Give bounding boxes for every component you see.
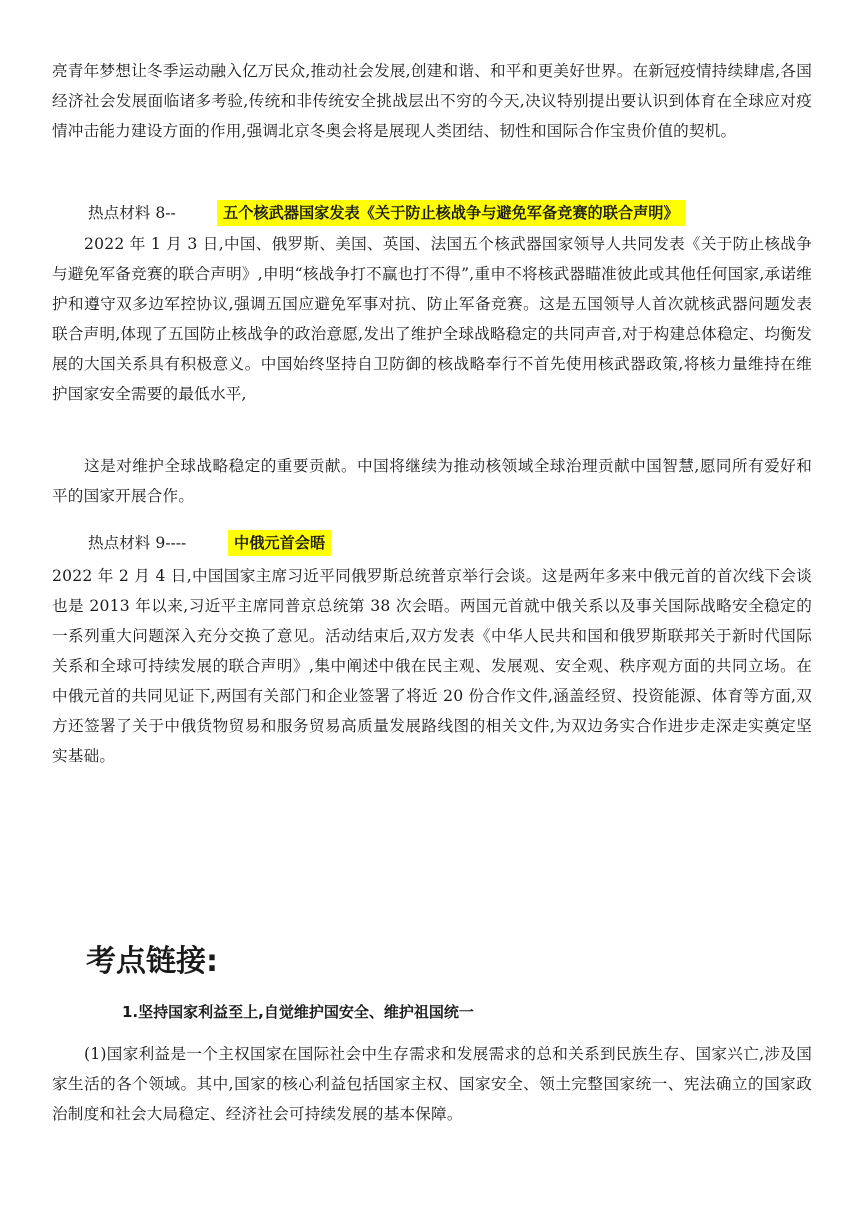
paragraph-winter-olympics: 亮青年梦想让冬季运动融入亿万民众,推动社会发展,创建和谐、和平和更美好世界。在新冠疫情持续肆虐,各国经济社会发展面临诸多考验,传统和非传统安全挑战层出不穷的今天,决议特别提出要认识到体育在全球应对疫情冲击能力建设方面的作用,强调北京冬奥会将是展现人类团结、韧性和国际合作宝贵价值的契机。 xyxy=(52,62,812,140)
hot-topic-9-title: 中俄元首会晤 xyxy=(228,530,331,556)
paragraph-national-interest: (1)国家利益是一个主权国家在国际社会中生存需求和发展需求的总和关系到民族生存、国家兴亡,涉及国家生活的各个领域。其中,国家的核心利益包括国家主权、国家安全、领土完整国家统一、宪法确立的国家政治制度和社会大局稳定、经济社会可持续发展的基本保障。 xyxy=(52,1045,812,1123)
hot-topic-9-row xyxy=(88,528,326,558)
section-heading-exam-links: 考点链接: xyxy=(86,944,218,979)
hot-topic-8-title: 五个核武器国家发表《关于防止核战争与避免军备竞赛的联合声明》 xyxy=(217,200,685,226)
paragraph-china-russia-summit: 2022 年 2 月 4 日,中国国家主席习近平同俄罗斯总统普京举行会谈。这是两年多来中俄元首的首次线下会谈也是 2013 年以来,习近平主席同普京总统第 38 次会晤。两国元首就中俄关系以及事关国际战略安全稳定的一系列重大问题深入充分交换了意见。活动结束后,双方发表《中华人民共和国和俄罗斯联邦关于新时代国际关系和全球可持续发展的联合声明》,集中阐述中俄在民主观、发展观、安全观、秩序观方面的共同立场。在中俄元首的共同见证下,两国有关部门和企业签署了将近 20 份合作文件,涵盖经贸、投资能源、体育等方面,双方还签署了关于中俄货物贸易和服务贸易高质量发展路线图的相关文件,为双边务实合作进步走深走实奠定坚实基础。 xyxy=(52,567,812,765)
hot-topic-8-label: 热点材料 8-- xyxy=(88,204,176,222)
paragraph-nuclear-statement: 2022 年 1 月 3 日,中国、俄罗斯、美国、英国、法国五个核武器国家领导人共同发表《关于防止核战争与避免军备竞赛的联合声明》,申明“核战争打不赢也打不得”,重申不将核武器瞄准彼此或其他任何国家,承诺维护和遵守双多边军控协议,强调五国应避免军事对抗、防止军备竞赛。这是五国领导人首次就核武器问题发表联合声明,体现了五国防止核战争的政治意愿,发出了维护全球战略稳定的共同声音,对于构建总体稳定、均衡发展的大国关系具有积极意义。中国始终坚持自卫防御的核战略奉行不首先使用核武器政策,将核力量维持在维护国家安全需要的最低水平, xyxy=(52,235,812,403)
subheading-national-interest: 1.坚持国家利益至上,自觉维护国安全、维护祖国统一 xyxy=(122,1003,474,1021)
paragraph-nuclear-contribution: 这是对维护全球战略稳定的重要贡献。中国将继续为推动核领域全球治理贡献中国智慧,愿同所有爱好和平的国家开展合作。 xyxy=(52,457,812,505)
hot-topic-9-label: 热点材料 9---- xyxy=(88,534,187,552)
hot-topic-8-row xyxy=(88,198,679,228)
